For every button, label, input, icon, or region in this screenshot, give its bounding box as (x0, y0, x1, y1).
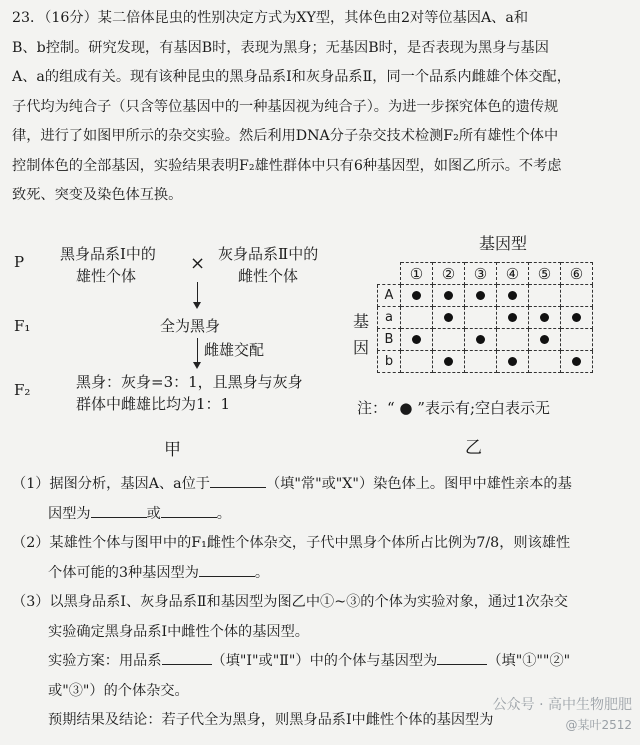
q1-line-1: （1）据图分析，基因A、a位于 （填"常"或"X"）染色体上。图甲中雄性亲本的基 (12, 470, 632, 500)
presence-dot (572, 357, 581, 366)
f2-result-2: 群体中雌雄比均为1：1 (76, 395, 231, 413)
genotype-cell (465, 307, 497, 329)
row-header: B (378, 329, 401, 351)
arrow-head (193, 302, 201, 309)
answer-blank[interactable] (91, 501, 147, 518)
presence-dot (508, 357, 517, 366)
genotype-cell (561, 329, 593, 351)
presence-dot (444, 357, 453, 366)
gen-p-label: P (14, 253, 25, 271)
genotype-cell (433, 307, 465, 329)
stem-line: B、b控制。研究发现，有基因B时，表现为黑身；无基因B时，是否表现为黑身与基因 (12, 39, 549, 56)
col-header: ③ (465, 263, 497, 285)
genotype-cell (497, 307, 529, 329)
genotype-grid (377, 262, 593, 373)
q3-line-1: （3）以黑身品系Ⅰ、灰身品系Ⅱ和基因型为图乙中①~③的个体为实验对象，通过1次杂交 (12, 594, 568, 610)
arrow-head (193, 362, 201, 369)
presence-dot (412, 291, 421, 300)
stem-line: 23．（16分）某二倍体昆虫的性别决定方式为XY型，其体色由2对等位基因A、a和 (12, 10, 529, 26)
q3-line-4: 或"③"）的个体杂交。 (48, 682, 189, 699)
col-header: ⑤ (529, 263, 561, 285)
figure-b-label: 乙 (465, 438, 482, 458)
stem-line: 子代均为纯合子（只含等位基因中的一种基因视为纯合子）。为进一步探究体色的遗传规 (12, 98, 559, 115)
genotype-cell (529, 351, 561, 373)
genotype-cell (401, 329, 433, 351)
presence-dot (572, 313, 581, 322)
genotype-cell (529, 285, 561, 307)
presence-dot (444, 291, 453, 300)
presence-dot (540, 313, 549, 322)
stem-line: 律，进行了如图甲所示的杂交实验。然后利用DNA分子杂交技术检测F₂所有雄性个体中 (12, 128, 559, 144)
figure-b-genotype-table (345, 232, 635, 458)
genotype-cell (497, 351, 529, 373)
answer-blank[interactable] (199, 560, 255, 577)
answer-blank[interactable] (161, 501, 217, 518)
parent1-label-2: 雄性个体 (76, 267, 137, 285)
f1-mating-label: 雌雄交配 (204, 341, 265, 359)
genotype-cell (401, 307, 433, 329)
parent2-label: 灰身品系Ⅱ中的 (218, 245, 319, 263)
arrow-p-to-f1 (197, 282, 198, 304)
genotype-cell (561, 351, 593, 373)
answer-blank[interactable] (437, 648, 487, 665)
stem-line: 致死、突变及染色体互换。 (12, 187, 183, 203)
presence-dot (476, 335, 485, 344)
genotype-cell (465, 351, 497, 373)
gene-row (378, 285, 593, 307)
presence-dot (476, 291, 485, 300)
watermark: 公众号 · 高中生物肥肥 (492, 697, 632, 713)
genotype-cell (465, 329, 497, 351)
genotype-cell (433, 351, 465, 373)
answer-blank[interactable] (162, 648, 212, 665)
figure-a-cross-diagram (0, 240, 340, 470)
row-header: a (378, 307, 401, 329)
q3-line-5: 预期结果及结论：若子代全为黑身，则黑身品系Ⅰ中雌性个体的基因型为 (48, 712, 494, 728)
watermark-sub: @某叶2512 (565, 718, 632, 732)
genotype-cell (401, 285, 433, 307)
answer-blank[interactable] (210, 471, 266, 488)
f2-result-1: 黑身：灰身=3：1，且黑身与灰身 (76, 373, 303, 391)
genotype-cell (561, 285, 593, 307)
presence-dot (540, 335, 549, 344)
gen-f1-label: F₁ (14, 317, 31, 335)
arrow-f1-to-f2 (197, 338, 198, 364)
col-header: ④ (497, 263, 529, 285)
genotype-cell (433, 329, 465, 351)
parent2-label-2: 雌性个体 (238, 267, 299, 285)
genotype-cell (497, 329, 529, 351)
presence-dot (444, 313, 453, 322)
q2-line-1: （2）某雄性个体与图甲中的F₁雌性个体杂交，子代中黑身个体所占比例为7/8，则该雄性 (12, 535, 571, 551)
row-header: A (378, 285, 401, 307)
gene-row (378, 351, 593, 373)
genotype-cell (465, 285, 497, 307)
cross-symbol: × (190, 253, 206, 274)
f1-phenotype: 全为黑身 (160, 317, 221, 335)
stem-line: 控制体色的全部基因，实验结果表明F₂雄性群体中只有6种基因型，如图乙所示。不考虑 (12, 157, 562, 174)
corner-cell (378, 263, 401, 285)
genotype-cell (433, 285, 465, 307)
row-header: b (378, 351, 401, 373)
presence-dot (412, 335, 421, 344)
genotype-cell (561, 307, 593, 329)
col-header: ⑥ (561, 263, 593, 285)
gene-row (378, 329, 593, 351)
q3-line-2: 实验确定黑身品系Ⅰ中雌性个体的基因型。 (48, 623, 309, 640)
gen-f2-label: F₂ (14, 381, 31, 399)
genotype-cell (497, 285, 529, 307)
question-stem (12, 4, 632, 211)
gene-side-label-2: 因 (353, 338, 370, 357)
presence-dot (508, 313, 517, 322)
col-header: ② (433, 263, 465, 285)
q3-line-3: 实验方案：用品系 （填"Ⅰ"或"Ⅱ"）中的个体与基因型为 （填"①""②" (12, 647, 632, 677)
genotype-cell (529, 329, 561, 351)
genotype-title: 基因型 (479, 234, 528, 253)
stem-line: A、a的组成有关。现有该种昆虫的黑身品系Ⅰ和灰身品系Ⅱ，同一个品系内雌雄个体交配， (12, 69, 571, 85)
gene-row (378, 307, 593, 329)
table-note: 注：“ ● ”表示有;空白表示无 (357, 399, 551, 417)
q1-line-2: 因型为 或 。 (12, 500, 632, 530)
parent1-label: 黑身品系Ⅰ中的 (60, 245, 156, 263)
genotype-cell (529, 307, 561, 329)
presence-dot (508, 291, 517, 300)
genotype-cell (401, 351, 433, 373)
gene-side-label-1: 基 (353, 312, 370, 331)
col-header: ① (401, 263, 433, 285)
q2-line-2: 个体可能的3种基因型为 。 (12, 559, 632, 589)
figure-a-label: 甲 (164, 440, 181, 460)
